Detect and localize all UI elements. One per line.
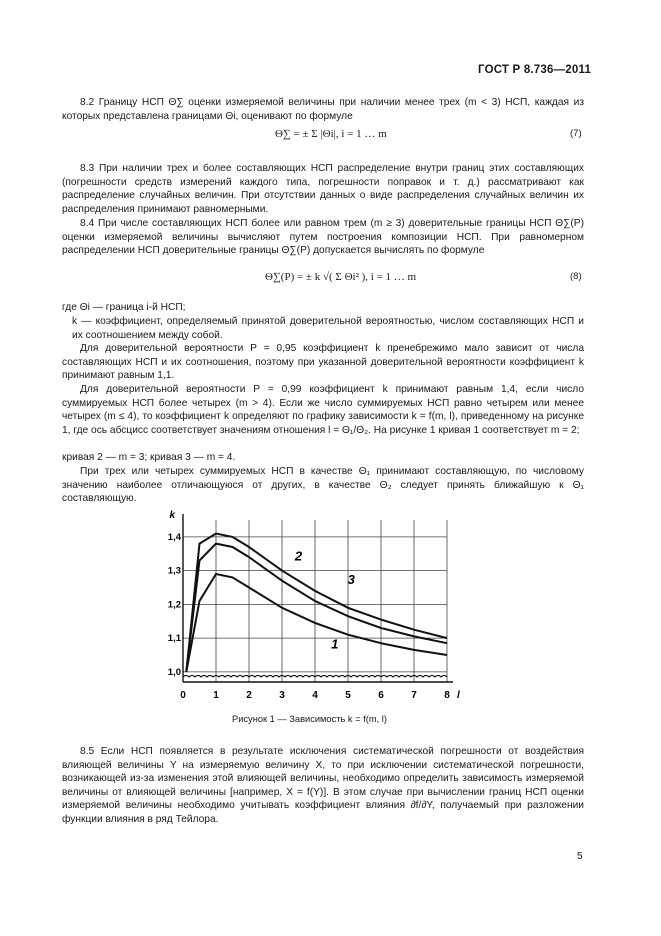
figure-caption: Рисунок 1 — Зависимость k = f(m, l) [232,714,387,724]
curve-label-1: 1 [331,636,339,652]
x-tick-label: 1 [213,690,219,701]
curve-label-3: 3 [347,572,355,588]
paragraph-p099a: Для доверительной вероятности P = 0,99 коэффициент k принимают равным 1,4, если число суммируемых НСП более четырех (m > 4). Если же число суммируемых НСП равно четырем или менее четырех (m ≤ 4), то коэффициент k определяют по графику зависимости k = f(m, l), приведенному на рисунке 1, где ось абсцисс соответствует значениям отношения l = Θ₁/Θ₂. На рисунке 1 кривая 1 соответствует m = 2; [62,384,584,436]
equation-8: Θ∑(P) = ± k √( Σ Θi² ), i = 1 … m [265,271,417,283]
x-tick-label: 4 [312,690,318,701]
paragraph-p095: Для доверительной вероятности P = 0,95 коэффициент k пренебрежимо мало зависит от числа составляющих НСП и их соотношения, поэтому при указанной доверительной вероятности коэффициент k принимают равным 1,1. [62,343,584,382]
paragraph-p099b: кривая 2 — m = 3; кривая 3 — m = 4. [62,452,236,463]
x-tick-label: 5 [345,690,351,701]
x-tick-label: 2 [246,690,252,701]
y-tick-label: 1,3 [167,565,181,577]
equation-7: Θ∑ = ± Σ |Θi|, i = 1 … m [275,128,387,140]
curve-2 [186,544,447,672]
chart-series [186,534,447,672]
x-tick-label: 0 [180,690,186,701]
x-axis-label: l [457,690,460,701]
equation-8-number: (8) [570,271,582,282]
paragraph-8-5: 8.5 Если НСП появляется в результате исключения систематической погрешности от воздействия влияющей величины Y на измеряемую величину X, то при исключении систематической погрешности, возникающей из-за изменения этой влияющей величины, необходимо определить зависимость измеряемой величины от влияющей величины [например, X = f(Y)]. В этом случае при вычислении границ НСП оценки измеряемой величины необходимо учитывать коэффициент влияния ∂f/∂Y, получаемый при разложении функции влияния в ряд Тейлора. [62,746,584,825]
x-tick-label: 7 [411,690,417,701]
figure-1-chart [165,506,465,706]
where-line-2: k — коэффициент, определяемый принятой доверительной вероятностью, числом составляющих НСП и их соотношением между собой. [72,316,584,341]
y-axis-label: k [169,510,175,521]
paragraph-8-2: 8.2 Границу НСП Θ∑ оценки измеряемой величины при наличии менее трех (m < 3) НСП, каждая из которых представлена границами Θi, оценивают по формуле [62,97,584,122]
curve-1 [186,574,447,672]
x-tick-label: 8 [444,690,450,701]
page-number: 5 [577,851,583,862]
paragraph-8-3: 8.3 При наличии трех и более составляющих НСП распределение внутри границ этих составляющих (погрешности средств измерений каждого типа, погрешности поправок и т. д.) рассматривают как распределение случайных величин. При отсутствии данных о виде распределения случайных величин их распределения принимают равномерными. [62,163,584,215]
where-line-1: где Θi — граница i-й НСП; [62,302,186,313]
paragraph-theta: При трех или четырех суммируемых НСП в качестве Θ₁ принимают составляющую, по числовому значению наиболее отличающуюся от других, в качестве Θ₂ следует принять ближайшую к Θ₁ составляющую. [62,466,584,505]
x-tick-label: 3 [279,690,285,701]
y-tick-label: 1,2 [167,599,181,611]
equation-7-number: (7) [570,128,582,139]
document-header: ГОСТ Р 8.736—2011 [478,64,592,76]
y-tick-label: 1,4 [167,531,181,543]
y-tick-label: 1,1 [167,633,181,645]
y-tick-label: 1,0 [167,666,181,678]
curve-label-2: 2 [294,548,303,564]
paragraph-8-4: 8.4 При числе составляющих НСП более или равном трем (m ≥ 3) доверительные границы НСП Θ∑(P) оценки измеряемой величины вычисляют путем построения композиции НСП. При равномерном распределении НСП доверительные границы Θ∑(P) допускается вычислять по формуле [62,218,584,257]
x-tick-label: 6 [378,690,384,701]
chart-curve-labels [294,549,356,652]
